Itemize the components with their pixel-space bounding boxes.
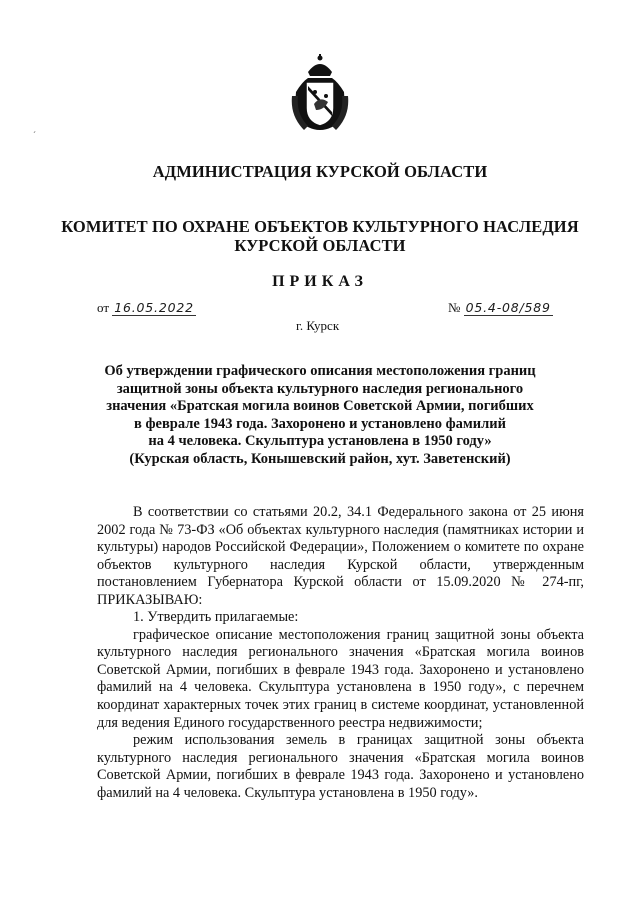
title-line: значения «Братская могила воинов Советской Армии, погибших [106,398,534,415]
committee-heading-line: КУРСКОЙ ОБЛАСТИ [234,236,406,255]
paragraph: графическое описание местоположения границ защитной зоны объекта культурного наследия регионального значения «Братская могила воинов Советской Армии, погибших в феврале 1943 года. Захоронено и установлено фамилий на 4 человека. Скульптура установлена в 1950 году», с перечнем координат характерных точек этих границ в системе координат, установленной для ведения Единого государственного реестра недвижимости; [97,626,584,731]
order-body [97,504,584,802]
title-line: защитной зоны объекта культурного наследия регионального [116,380,524,397]
number-prefix: № [448,300,461,315]
number-value: 05.4-08/589 [465,300,551,315]
document-type: ПРИКАЗ [272,273,368,290]
date-prefix: от [97,300,110,315]
coat-of-arms-icon [288,52,352,134]
paragraph: В соответствии со статьями 20.2, 34.1 Федерального закона от 25 июня 2002 года № 73-ФЗ «Об объектах культурного наследия (памятниках истории и культуры) народов Российской Федерации», Положением о комитете по охране объектов культурного наследия Курской области, утвержденным постановлением Губернатора Курской области от 15.09.2020 № 274-пг, ПРИКАЗЫВАЮ: [97,504,584,608]
paragraph: режим использования земель в границах защитной зоны объекта культурного наследия регионального значения «Братская могила воинов Советской Армии, погибших в феврале 1943 года. Захоронено и установлено фамилий на 4 человека. Скульптура установлена в 1950 году». [97,732,584,801]
order-number [448,300,553,316]
administration-heading: АДМИНИСТРАЦИЯ КУРСКОЙ ОБЛАСТИ [152,162,488,181]
committee-heading [60,217,580,255]
committee-heading-line: КОМИТЕТ ПО ОХРАНЕ ОБЪЕКТОВ КУЛЬТУРНОГО НАСЛЕДИЯ [61,217,579,236]
title-line: на 4 человека. Скульптура установлена в 1950 году» [148,433,492,450]
title-line: в феврале 1943 года. Захоронено и установлено фамилий [134,415,506,432]
city: г. Курск [296,318,340,333]
order-title [80,363,560,469]
scan-mark: ´ [33,130,36,140]
title-line: (Курская область, Конышевский район, хут. Заветенский) [129,450,511,467]
paragraph: 1. Утвердить прилагаемые: [133,609,299,626]
date-value: 16.05.2022 [114,300,194,315]
title-line: Об утверждении графического описания местоположения границ [104,363,536,379]
order-date [97,300,196,316]
